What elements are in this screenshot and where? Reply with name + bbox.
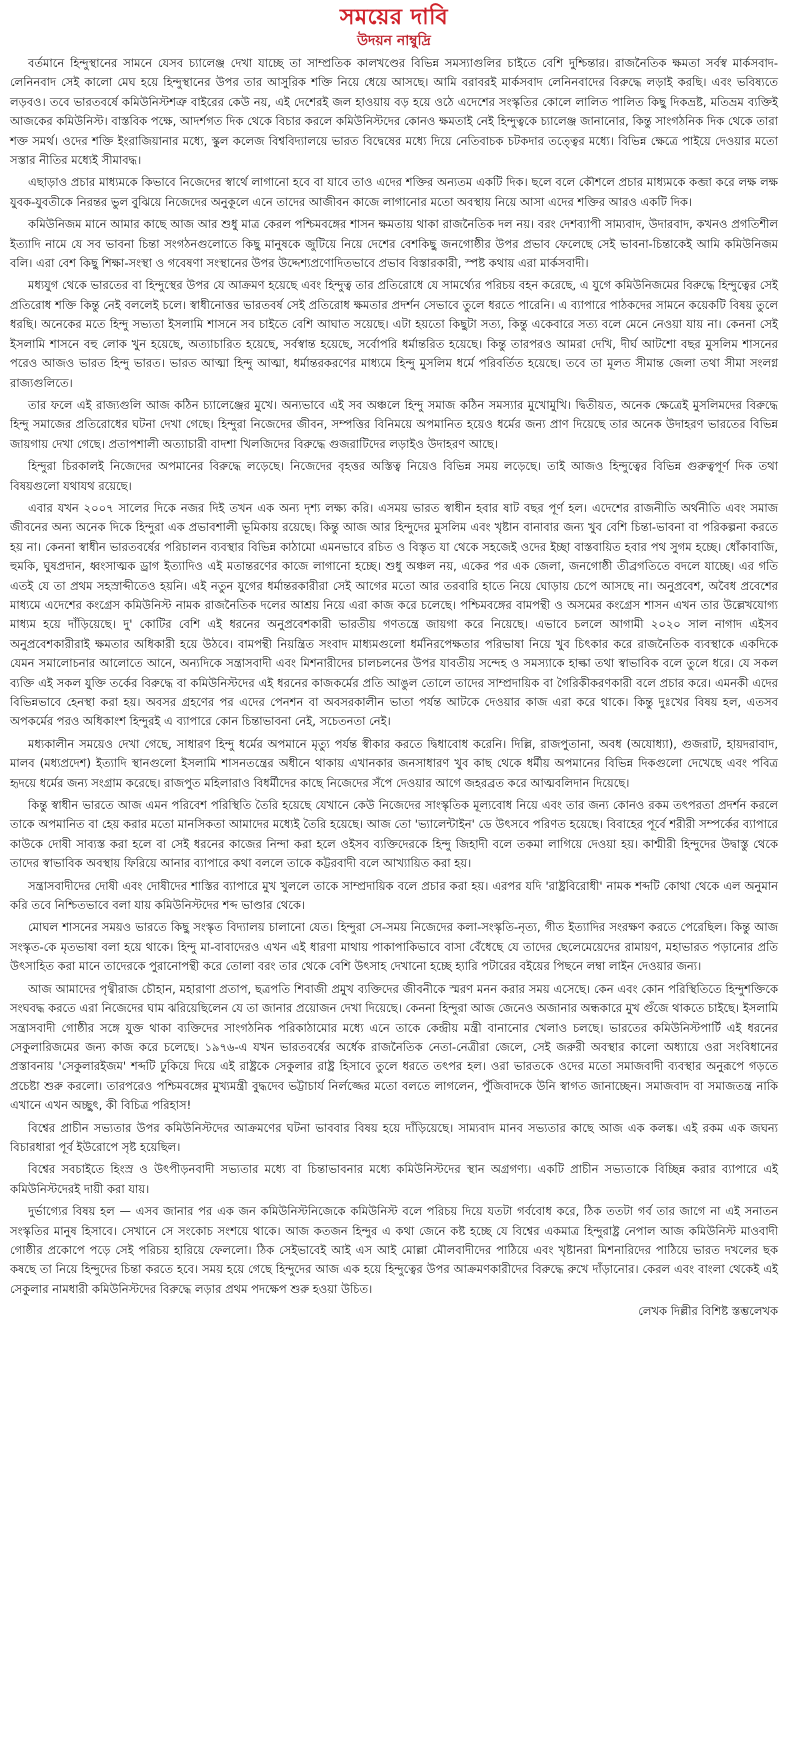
paragraph: সন্ত্রাসবাদীদের দোষী এবং দোষীদের শাস্তির ব্যাপারে মুখ খুললে তাকে সাম্প্রদায়িক বলে প্রচার করা হয়। এরপর যদি 'রাষ্ট্রবিরোধী' নামক শব্দটি কোথা থেকে এল অনুমান করি তবে নিশ্চিতভাবে বলা যায় কমিউনিস্টদের শব্দ ভাণ্ডার থেকে।	[10, 878, 778, 913]
paragraph: দুর্ভাগ্যের বিষয় হল — এসব জানার পর এক জন কমিউনিস্টনিজেকে কমিউনিস্ট বলে পরিচয় দিয়ে যতটা গর্ববোধ করে, ঠিক ততটা গর্ব তার জাগে না এই সনাতন সংস্কৃতির মানুষ হিসাবে। সেখানে সে সংকোচ সংশয়ে থাকে। আজ কতজন হিন্দুর এ কথা জেনে কষ্ট হচ্ছে যে বিশ্বের একমাত্র হিন্দুরাষ্ট্র নেপাল আজ কমিউনিস্ট মাওবাদী গোষ্ঠীর প্রকোপে পড়ে সেই পরিচয় হারিয়ে ফেললো। ঠিক সেইভাবেই আই এস আই মোল্লা মৌলবাদীদের পাঠিয়ে এবং খৃষ্টানরা মিশনারিদের পাঠিয়ে ভারত দখলের ছক কষছে তা নিয়ে হিন্দুদের চিন্তা করতে হবে। সময় হয়ে গেছে হিন্দুদের আজ এক হয়ে হিন্দুত্বের উপর আক্রমণকারীদের বিরুদ্ধে রুখে দাঁড়ানোর। কেরল এবং বাংলা থেকেই এই সেকুলার নামধারী কমিউনিস্টদের বিরুদ্ধে লড়ার প্রথম পদক্ষেপ শুরু হওয়া উচিত।	[10, 1204, 778, 1296]
paragraph: মধ্যকালীন সময়েও দেখা গেছে, সাধারণ হিন্দু ধর্মের অপমানে মৃত্যু পর্যন্ত স্বীকার করতে দ্বিধাবোধ করেনি। দিল্লি, রাজপুতানা, অবধ (অযোধ্যা), গুজরাট, হায়দরাবাদ, মালব (মধ্যপ্রদেশ) ইত্যাদি স্থানগুলো ইসলামি শাসনতন্ত্রের অধীনে থাকায় এখানকার জনসাধারণ খুব কাছ থেকে ধর্মীয় অপমানের বিভিন্ন দিকগুলো দেখেছে এবং পবিত্র হৃদয়ে ধর্মের জন্য সংগ্রাম করেছে। রাজপুত মহিলারাও বিধর্মীদের কাছে নিজেদের সঁপে দেওয়ার আগে জহরব্রত করে আত্মবলিদান দিয়েছে।	[10, 736, 778, 790]
article-body	[10, 54, 778, 1299]
paragraph: এছাড়াও প্রচার মাধ্যমকে কিভাবে নিজেদের স্বার্থে লাগানো হবে বা যাবে তাও এদের শক্তির অন্যতম একটি দিক। ছলে বলে কৌশলে প্রচার মাধ্যমকে কব্জা করে লক্ষ লক্ষ যুবক-যুবতীকে নিরন্তর ভুল বুঝিয়ে নিজেদের অনুকূলে এনে তাদের আজীবন কাজে লাগানোর মতো অবস্থায় নিয়ে আসা এদের শক্তির আরও একটি দিক।	[10, 175, 778, 209]
paragraph: বর্তমানে হিন্দুস্থানের সামনে যেসব চ্যালেঞ্জ দেখা যাচ্ছে তা সাম্প্রতিক কালখণ্ডের বিভিন্ন সমস্যাগুলির চাইতে বেশি দুশ্চিন্তার। রাজনৈতিক ক্ষমতা সর্বস্ব মার্কসবাদ-লেনিনবাদ সেই কালো মেঘ হয়ে হিন্দুস্থানের উপর তার আসুরিক শক্তি নিয়ে ধেয়ে আসছে। আমি বরাবরই মার্কসবাদ লেনিনবাদের বিরুদ্ধে লড়াই করছি। এবং ভবিষ্যতে লড়বও। তবে ভারতবর্ষে কমিউনিস্টশত্রু বাইরের কেউ নয়, এই দেশেরই জল হাওয়ায় বড় হয়ে ওঠে এদেশের সংস্কৃতির কোলে লালিত পালিত কিছু দিকভ্রষ্ট, মতিভ্রম ব্যক্তিই আজকের কমিউনিস্ট। বাস্তবিক পক্ষে, আদর্শগত দিক থেকে বিচার করলে কমিউনিস্টদের কোনও ক্ষমতাই নেই হিন্দুত্বকে চ্যালেঞ্জ জানানোর, কিন্তু সাংগঠনিক দিক থেকে তারা শক্ত সমর্থ। ওদের শক্তি ইংরাজিয়ানার মধ্যে, স্কুল কলেজ বিশ্ববিদ্যালয়ে ভারত বিদ্বেষের মধ্যে দিয়ে নেতিবাচক চটকদার তত্ত্বের মধ্যে। বিভিন্ন ক্ষেত্রে পাইয়ে দেওয়ার মতো সস্তার নীতির মধ্যেই সীমাবদ্ধ।	[10, 56, 778, 168]
author-signature: লেখক দিল্লীর বিশিষ্ট স্তম্ভলেখক	[638, 1304, 778, 1319]
paragraph: কিন্তু স্বাধীন ভারতে আজ এমন পরিবেশ পরিস্থিতি তৈরি হয়েছে যেখানে কেউ নিজেদের সাংস্কৃতিক মূল্যবোধ নিয়ে এবং তার জন্য কোনও রকম তৎপরতা প্রদর্শন করলে তাকে অপমানিত বা হেয় করার মতো মানসিকতা আমাদের মধ্যেই তৈরি হয়েছে। আজ তো 'ভ্যালেন্টাইন' ডে উৎসবে পরিণত হয়েছে। বিবাহের পূর্বে শরীরী সম্পর্কের ব্যাপারে কাউকে দোষী সাব্যস্ত করা হলে বা সেই ধরনের কাজের নিন্দা করা হলে ওইসব ব্যক্তিদেরকে হিন্দু জিহাদী বলে তকমা লাগিয়ে দেওয়া হয়। কাশ্মীরী হিন্দুদের উদ্বাস্তু থেকে তাদের স্বাভাবিক অবস্থায় ফিরিয়ে আনার ব্যাপারে কথা বললে তাকে কট্টরবাদী বলে আখ্যায়িত করা হয়।	[10, 798, 778, 871]
paragraph: তার ফলে এই রাজ্যগুলি আজ কঠিন চ্যালেঞ্জের মুখে। অন্যভাবে এই সব অঞ্চলে হিন্দু সমাজ কঠিন সমস্যার মুখোমুখি। দ্বিতীয়ত, অনেক ক্ষেত্রেই মুসলিমদের বিরুদ্ধে হিন্দু সমাজের প্রতিরোধের ঘটনা দেখা গেছে। হিন্দুরা নিজেদের জীবন, সম্পত্তির বিনিময়ে অপমানিত হয়েও ধর্মের জন্য প্রাণ দিয়েছে তার অনেক উদাহরণ ভারতের বিভিন্ন জায়গায় দেখা গেছে। প্রতাপশালী অত্যাচারী বাদশা খিলজিদের বিরুদ্ধে গুজরাটিদের লড়াইও উদাহরণ আছে।	[10, 397, 778, 451]
paragraph: মোঘল শাসনের সময়ও ভারতে কিছু সংস্কৃত বিদ্যালয় চালানো যেত। হিন্দুরা সে-সময় নিজেদের কলা-সংস্কৃতি-নৃত্য, গীত ইত্যাদির সংরক্ষণ করতে পেরেছিল। কিন্তু আজ সংস্কৃত-কে মৃতভাষা বলা হয়ে থাকে। হিন্দু মা-বাবাদেরও এখন এই ধারণা মাথায় পাকাপাকিভাবে বাসা বেঁধেছে যে তাদের ছেলেমেয়েদের রামায়ণ, মহাভারত পড়ানোর প্রতি উৎসাহিত করা মানে তাদেরকে পুরানোপন্থী করে তোলা বরং তার থেকে বেশি উৎসাহ দেখানো হচ্ছে হ্যারি পটারের বইয়ের পিছনে লম্বা লাইন দেওয়ার জন্য।	[10, 920, 778, 974]
paragraph: হিন্দুরা চিরকালই নিজেদের অপমানের বিরুদ্ধে লড়েছে। নিজেদের বৃহত্তর অস্তিত্ব নিয়েও বিভিন্ন সময় লড়েছে। তাই আজও হিন্দুত্বের বিভিন্ন গুরুত্বপূর্ণ দিক তথা বিষয়গুলো যথাযথ রয়েছে।	[10, 459, 778, 493]
paragraph: এবার যখন ২০০৭ সালের দিকে নজর দিই তখন এক অন্য দৃশ্য লক্ষ্য করি। এসময় ভারত স্বাধীন হবার ষাট বছর পূর্ণ হল। এদেশের রাজনীতি অর্থনীতি এবং সমাজ জীবনের অন্য অনেক দিকে হিন্দুরা এক প্রভাবশালী ভূমিকায় রয়েছে। কিন্তু আজ আর হিন্দুদের মুসলিম এবং খৃষ্টান বানাবার জন্য খুব বেশি চিন্তা-ভাবনা বা পরিকল্পনা করতে হয় না। কেননা স্বাধীন ভারতবর্ষের পরিচালন ব্যবস্থার বিভিন্ন কাঠামো এমনভাবে রচিত ও বিস্তৃত যা থেকে সহজেই ওদের ইচ্ছা বাস্তবায়িত হবার পথ সুগম হচ্ছে। ধোঁকাবাজি, হুমকি, ঘুষপ্রদান, ধ্বংসাত্মক ড্রাগ ইত্যাদিও এই মতান্তরণের কাজে লাগানো হচ্ছে। শুধু অঞ্চল নয়, একের পর এক জেলা, জনগোষ্ঠী তীব্রগতিতে বদলে যাচ্ছে। এর গতি এতই যে তা প্রথম সহস্রাব্দীতেও হয়নি। এই নতুন যুগের ধর্মান্তরকারীরা সেই আগের মতো আর তরবারি হাতে নিয়ে ঘোড়ায় চেপে আসছে না। অনুপ্রবেশ, অবৈধ প্রবেশের মাধ্যমে এদেশের কংগ্রেস কমিউনিস্ট নামক রাজনৈতিক দলের আশ্রয় নিয়ে এরা কাজ করে চলেছে। পশ্চিমবঙ্গের বামপন্থী ও অসমের কংগ্রেস শাসন এখন তার উল্লেখযোগ্য মাধ্যম হয়ে দাঁড়িয়েছে। দু' কোটির বেশি এই ধরনের অনুপ্রবেশকারী ভারতীয় গণতন্ত্রে জায়গা করে নিয়েছে। এভাবে চললে আগামী ২০২০ সাল নাগাদ এইসব অনুপ্রবেশকারীরাই ক্ষমতার অধিকারী হয়ে উঠবে। বামপন্থী নিয়ন্ত্রিত সংবাদ মাধ্যমগুলো ধর্মনিরপেক্ষতার পরিভাষা নিয়ে খুব চিৎকার করে রাজনৈতিক ব্যবস্থাকে একদিকে যেমন সমালোচনার আলোতে আনে, অন্যদিকে সন্ত্রাসবাদী এবং মিশনারীদের চালচলনের উপর যাবতীয় সন্দেহ ও সমস্যাকে হাল্কা তথা স্বাভাবিক বলে তুলে ধরে। যে সকল ব্যক্তি এই সকল যুক্তি তর্কের বিরুদ্ধে বা কমিউনিস্টদের এই ধরনের কাজকর্মের প্রতি আঙুল তোলে তাদের সাম্প্রদায়িক বা গৈরিকীকরণকারী বলে প্রচার করে। এমনকী এদের বিভিন্নভাবে হেনস্থা করা হয়। অবসর গ্রহণের পর এদের পেনশন বা অবসরকালীন ভাতা পর্যন্ত আটকে দেওয়ার কাজ এরা করে থাকে। কিন্তু দুঃখের বিষয় হল, এতসব অপকর্মের পরও অধিকাংশ হিন্দুরই এ ব্যাপারে কোন চিন্তাভাবনা নেই, সচেতনতা নেই।	[10, 500, 779, 729]
paragraph: বিশ্বের সবচাইতে হিংস্র ও উৎপীড়নবাদী সভ্যতার মধ্যে বা চিন্তাভাবনার মধ্যে কমিউনিস্টদের স্থান অগ্রগণ্য। একটি প্রাচীন সভ্যতাকে বিচ্ছিন্ন করার ব্যাপারে এই কমিউনিস্টদেরই দায়ী করা যায়।	[10, 1162, 778, 1196]
paragraph: কমিউনিজম মানে আমার কাছে আজ আর শুধু মাত্র কেরল পশ্চিমবঙ্গের শাসন ক্ষমতায় থাকা রাজনৈতিক দল নয়। বরং দেশব্যাপী সাম্যবাদ, উদারবাদ, কখনও প্রগতিশীল ইত্যাদি নামে যে সব ভাবনা চিন্তা সংগঠনগুলোতে কিছু মানুষকে জুটিয়ে নিয়ে দেশের বেশকিছু জনগোষ্ঠীর উপর প্রভাব ফেলেছে সেই ভাবনা-চিন্তাকেই আমি কমিউনিজম বলি। এরা বেশ কিছু শিক্ষা-সংস্থা ও গবেষণা সংস্থানের উপর উদ্দেশ্যপ্রণোদিতভাবে প্রভাব বিস্তারকারী, স্পষ্ট কথায় এরা মার্কসবাদী।	[10, 217, 778, 271]
paragraph: মধ্যযুগ থেকে ভারতের বা হিন্দুস্থের উপর যে আক্রমণ হয়েছে এবং হিন্দুত্ব তার প্রতিরোধে যে সামর্থ্যের পরিচয় বহন করেছে, এ যুগে কমিউনিজমের বিরুদ্ধে হিন্দুত্বের সেই প্রতিরোধ শক্তি কিন্তু নেই বললেই চলে। স্বাধীনোত্তর ভারতবর্ষ সেই প্রতিরোধ ক্ষমতার প্রদর্শন সেভাবে তুলে ধরতে পারেনি। এ ব্যাপারে পাঠকদের সামনে কয়েকটি বিষয় তুলে ধরছি। অনেকের মতে হিন্দু সভ্যতা ইসলামি শাসনে সব চাইতে বেশি আঘাত সয়েছে। এটা হয়তো কিছুটা সত্য, কিন্তু একেবারে সত্য বলে মেনে নেওয়া যায় না। কেননা সেই ইসলামি শাসনে বহু লোক খুন হয়েছে, অত্যাচারিত হয়েছে, সর্বস্বান্ত হয়েছে, সর্বোপরি ধর্মান্তরিত হয়েছে। কিন্তু তারপরও আমরা দেখি, দীর্ঘ আটশো বছর মুসলিম শাসনের পরেও আজও ভারত হিন্দু ভারত। ভারত আত্মা হিন্দু আত্মা, ধর্মান্তরকরণের মাধ্যমে হিন্দু মুসলিম ধর্মে পরিবর্তিত হয়েছে। তবে তা মূলত সীমান্ত জেলা তথা সীমা সংলগ্ন রাজ্যগুলিতে।	[10, 278, 778, 390]
paragraph: বিশ্বের প্রাচীন সভ্যতার উপর কমিউনিস্টদের আক্রমণের ঘটনা ভাববার বিষয় হয়ে দাঁড়িয়েছে। সাম্যবাদ মানব সভ্যতার কাছে আজ এক কলঙ্ক। এই রকম এক জঘন্য বিচারধারা পূর্ব ইউরোপে সৃষ্ট হয়েছিল।	[10, 1120, 778, 1154]
article-author: উদয়ন নাম্বুদ্রি	[357, 33, 431, 49]
article-title: সময়ের দাবি	[339, 5, 449, 30]
paragraph: আজ আমাদের পৃথ্বীরাজ চৌহান, মহারাণা প্রতাপ, ছত্রপতি শিবাজী প্রমুখ ব্যক্তিদের জীবনীকে স্মরণ মনন করার সময় এসেছে। কেন এবং কোন পরিস্থিতিতে হিন্দুশক্তিকে সংঘবদ্ধ করতে এরা নিজেদের ঘাম ঝরিয়েছিলেন যে তা জানার প্রয়োজন দেখা দিয়েছে। কেননা হিন্দুরা আজ জেনেও অজানার অন্ধকারে মুখ গুঁজে থাকতে চাইছে। ইসলামি সন্ত্রাসবাদী গোষ্ঠীর সঙ্গে যুক্ত থাকা ব্যক্তিদের সাংগঠনিক পরিকাঠামোর মধ্যে এনে তাকে কেন্দ্রীয় মন্ত্রী বানানোর খেলাও চলছে। ভারতের কমিউনিস্টপার্টি এই ধরনের সেকুলারিজমের জন্য কাজ করে চলেছে। ১৯৭৬-এ যখন ভারতবর্ষের অর্ধেক রাজনৈতিক নেতা-নেত্রীরা জেলে, সেই জরুরী অবস্থার কালো অধ্যায়ে ওরা সংবিধানের প্রস্তাবনায় 'সেকুলারইজম' শব্দটি ঢুকিয়ে দিয়ে এই রাষ্ট্রকে সেকুলার রাষ্ট্র হিসাবে তুলে ধরতে তৎপর হল। ওরা ভারতকে ওদের মতো সমাজবাদী ব্যবস্থার অনুরূপে গড়তে প্রচেষ্টা শুরু করলো। তারপরেও পশ্চিমবঙ্গের মুখ্যমন্ত্রী বুদ্ধদেব ভট্টাচার্য নির্লজ্জের মতো বলতে লাগলেন, পুঁজিবাদকে উনি স্বাগত জানাচ্ছেন। সমাজবাদ বা সমাজতন্ত্র নাকি এখানে এখন অচ্ছুৎ, কী বিচিত্র পরিহাস!	[10, 981, 779, 1113]
